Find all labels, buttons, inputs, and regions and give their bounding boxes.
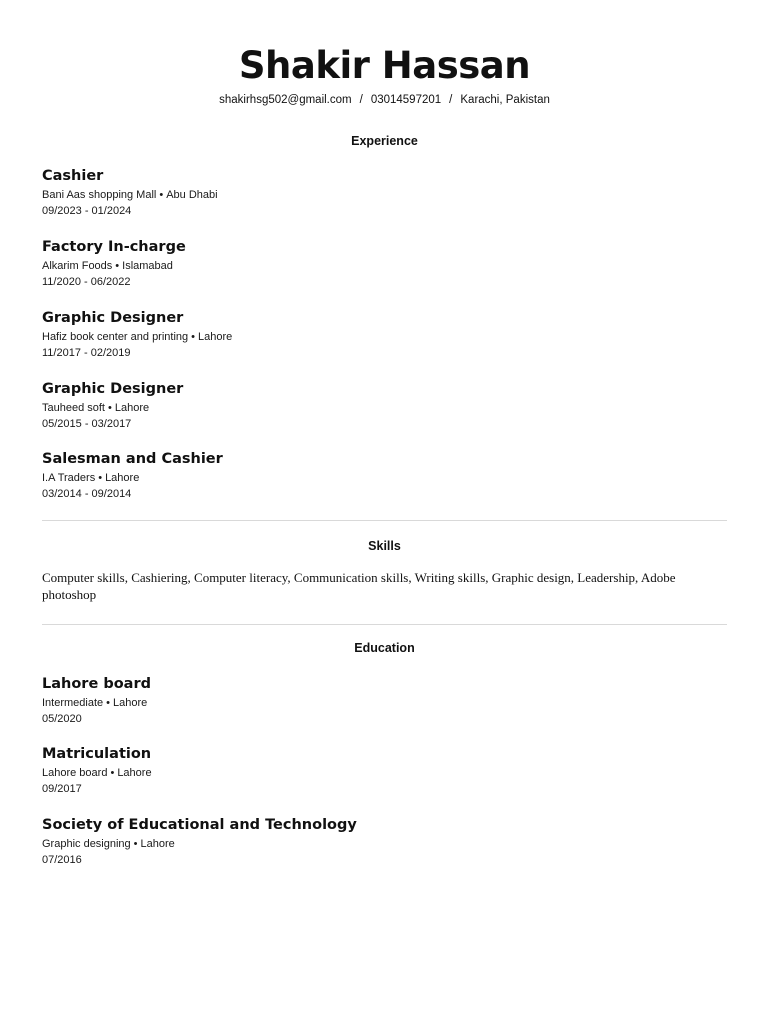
school-detail-line [42,696,727,712]
job-dates: 11/2020 - 06/2022 [42,275,131,288]
education-entry [42,744,727,797]
contact-separator: / [449,94,453,106]
school-detail: Graphic designing [42,838,131,850]
school-place: Lahore [140,838,175,850]
school-date: 09/2017 [42,782,82,795]
job-place: Lahore [114,402,150,414]
school-title: Matriculation [42,746,152,762]
school-detail-line [42,837,727,853]
experience-entry [42,379,727,432]
job-title: Graphic Designer [42,381,184,397]
section-divider [42,520,727,521]
bullet-separator: • [110,767,115,779]
job-dates: 05/2015 - 03/2017 [42,417,132,430]
education-heading: Education [354,641,415,655]
job-dates: 09/2023 - 01/2024 [42,204,132,217]
school-title: Lahore board [42,676,151,692]
job-org-line [42,259,727,275]
school-detail: Lahore board [42,767,108,779]
bullet-separator: • [106,697,111,709]
experience-entry [42,449,727,502]
job-org: I.A Traders [42,472,96,484]
education-entry [42,674,727,727]
contact-separator: / [359,94,363,106]
email-text: shakirhsg502@gmail.com [219,94,352,106]
section-divider [42,624,727,625]
bullet-separator: • [191,331,196,343]
job-dates: 03/2014 - 09/2014 [42,487,132,500]
job-place: Islamabad [122,260,173,272]
skills-heading: Skills [368,539,401,553]
school-detail: Intermediate [42,697,104,709]
job-org: Bani Aas shopping Mall [42,189,157,201]
job-org-line [42,471,727,487]
job-dates: 11/2017 - 02/2019 [42,346,131,359]
school-title: Society of Educational and Technology [42,817,357,833]
candidate-name: Shakir Hassan [238,44,531,87]
experience-entry [42,308,727,361]
bullet-separator: • [159,189,164,201]
job-org: Alkarim Foods [42,260,113,272]
bullet-separator: • [108,402,112,414]
phone-text: 03014597201 [370,94,442,106]
school-date: 05/2020 [42,712,82,725]
job-org-line [42,188,727,204]
bullet-separator: • [133,838,138,850]
location-text: Karachi, Pakistan [460,94,550,106]
school-date: 07/2016 [42,853,82,866]
job-org-line [42,330,727,346]
job-place: Abu Dhabi [166,189,218,201]
bullet-separator: • [115,260,120,272]
job-title: Cashier [42,168,104,184]
job-title: Factory In-charge [42,239,186,255]
job-org-line [42,401,727,417]
job-title: Salesman and Cashier [42,451,223,467]
experience-heading: Experience [351,134,418,148]
experience-entry [42,166,727,219]
experience-entry [42,237,727,290]
job-place: Lahore [105,472,140,484]
school-detail-line [42,766,727,782]
job-org: Tauheed soft [42,402,105,414]
education-entry [42,815,727,868]
school-place: Lahore [117,767,152,779]
bullet-separator: • [98,472,103,484]
contact-line [42,92,727,108]
job-org: Hafiz book center and printing [42,331,189,343]
school-place: Lahore [113,697,148,709]
job-title: Graphic Designer [42,310,184,326]
job-place: Lahore [198,331,233,343]
skills-text: Computer skills, Cashiering, Computer literacy, Communication skills, Writing skills, Graphic design, Leadership, Adobe photoshop [42,570,676,602]
